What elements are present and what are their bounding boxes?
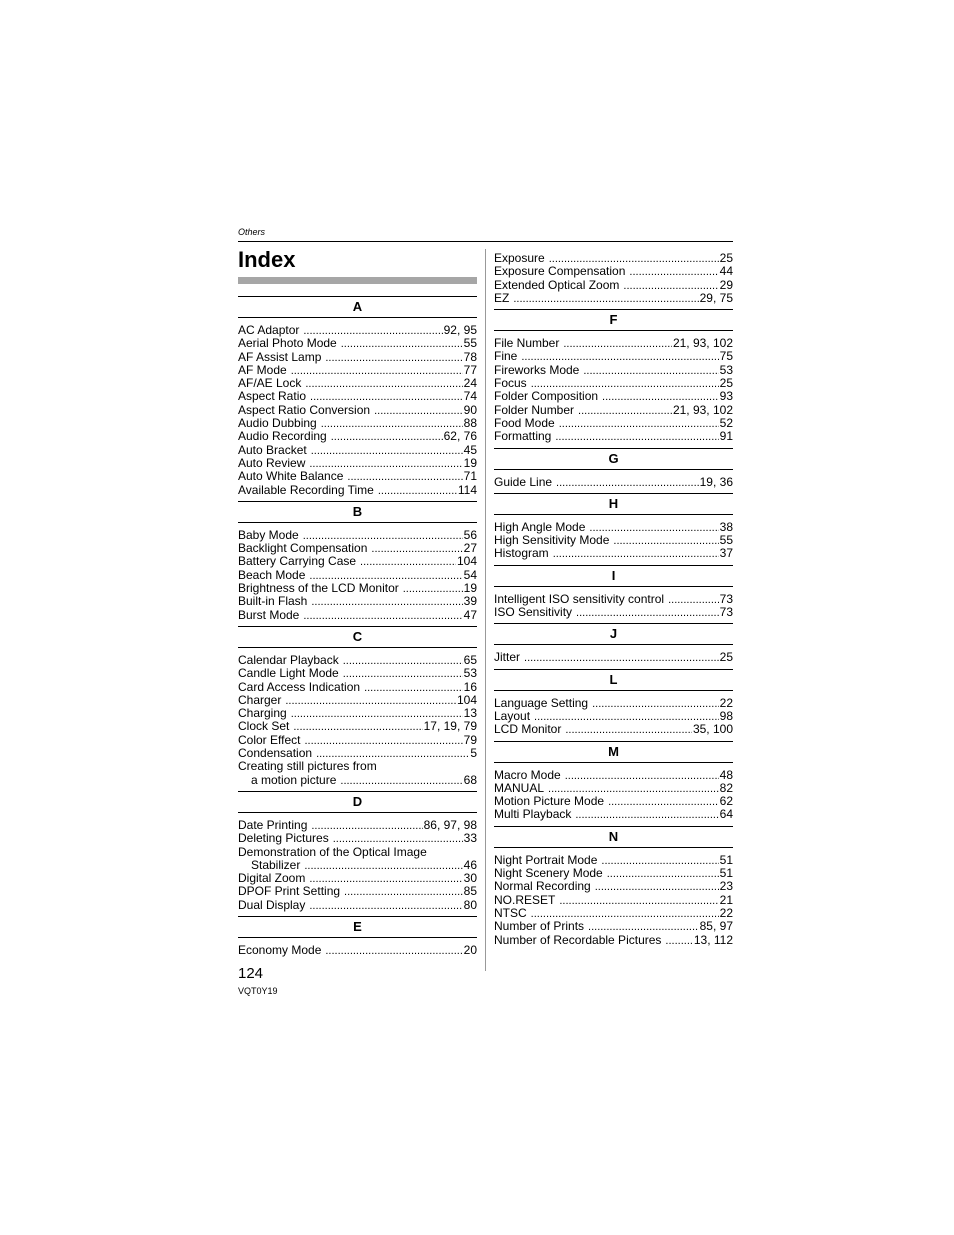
index-entry-pages: 82 [719, 780, 733, 795]
dot-leader [341, 338, 463, 351]
index-entry-term: Burst Mode [238, 607, 300, 622]
index-entry [238, 720, 477, 733]
index-entry-term: Macro Mode [494, 767, 561, 782]
index-entry [238, 747, 477, 760]
index-entry [238, 484, 477, 497]
dot-leader [291, 365, 463, 378]
index-entry-term: NO.RESET [494, 892, 556, 907]
dot-leader [578, 405, 672, 418]
index-entry [238, 364, 477, 377]
index-entry-pages: 65 [463, 652, 477, 667]
index-entry [494, 782, 733, 795]
index-entry-term: Exposure Compensation [494, 264, 626, 279]
index-entry-term: Number of Prints [494, 919, 585, 934]
index-entry-pages: 53 [719, 362, 733, 377]
index-letter-heading: N [494, 826, 733, 848]
index-entry [494, 795, 733, 808]
index-entry [238, 681, 477, 694]
index-entry-pages: 27 [463, 541, 477, 556]
index-letter-group [494, 854, 733, 947]
index-entry [238, 694, 477, 707]
index-letter-group [238, 944, 477, 957]
index-entry-pages: 37 [719, 546, 733, 561]
dot-leader [534, 711, 719, 724]
index-entry [238, 529, 477, 542]
index-entry-pages: 62, 76 [443, 429, 477, 444]
index-entry-pages: 86, 97, 98 [423, 817, 477, 832]
index-entry-term: Dual Display [238, 897, 306, 912]
dot-leader [403, 583, 463, 596]
index-entry-term: Number of Recordable Pictures [494, 932, 662, 947]
index-entry-pages: 79 [463, 732, 477, 747]
index-entry-term: Focus [494, 376, 527, 391]
index-left-column [238, 296, 477, 961]
dot-leader [668, 594, 719, 607]
dot-leader [665, 935, 692, 948]
index-entry-term: High Angle Mode [494, 519, 586, 534]
dot-leader [303, 610, 462, 623]
dot-leader [575, 809, 718, 822]
index-right-column [494, 252, 733, 951]
index-entry [494, 854, 733, 867]
dot-leader [374, 405, 463, 418]
index-entry-term: Normal Recording [494, 879, 591, 894]
index-entry-term: Deleting Pictures [238, 831, 329, 846]
index-letter-group [494, 521, 733, 561]
index-letter-heading: J [494, 623, 733, 645]
index-entry-pages: 38 [719, 519, 733, 534]
index-entry [238, 859, 477, 872]
index-entry-term: Folder Number [494, 402, 575, 417]
index-entry-pages: 23 [719, 879, 733, 894]
index-entry-pages: 39 [463, 594, 477, 609]
index-letter-group [494, 697, 733, 737]
index-entry-term: EZ [494, 290, 510, 305]
index-entry [238, 444, 477, 457]
dot-leader [629, 266, 718, 279]
index-entry-term: Language Setting [494, 695, 589, 710]
dot-leader [293, 721, 422, 734]
index-entry [238, 899, 477, 912]
index-letter-heading: C [238, 626, 477, 648]
index-entry-term: AF Assist Lamp [238, 349, 322, 364]
dot-leader [343, 668, 463, 681]
index-entry [238, 470, 477, 483]
index-entry-pages: 13, 112 [693, 932, 733, 947]
index-entry [238, 555, 477, 568]
index-letter-group [494, 337, 733, 443]
index-entry-pages: 30 [463, 871, 477, 886]
title-underline-bar [238, 277, 477, 284]
index-entry [494, 547, 733, 560]
index-entry [238, 457, 477, 470]
index-entry-term: Candle Light Mode [238, 666, 339, 681]
index-entry-pages: 85 [463, 884, 477, 899]
index-entry-pages: 77 [463, 362, 477, 377]
index-entry-term: Aspect Ratio Conversion [238, 402, 371, 417]
index-entry-pages: 68 [463, 772, 477, 787]
index-entry-term: Exposure [494, 251, 545, 265]
dot-leader [343, 655, 463, 668]
index-entry-term: Calendar Playback [238, 652, 339, 667]
index-entry-term: Creating still pictures from [238, 759, 377, 774]
index-entry-term: Histogram [494, 546, 549, 561]
dot-leader [553, 548, 719, 561]
index-entry-term: Battery Carrying Case [238, 554, 357, 569]
index-entry [494, 265, 733, 278]
index-entry-pages: 22 [719, 695, 733, 710]
index-entry [238, 430, 477, 443]
index-entry-pages: 71 [463, 469, 477, 484]
index-entry-pages: 5 [470, 746, 477, 761]
index-letter-heading: D [238, 791, 477, 813]
index-entry-pages: 29, 75 [699, 290, 733, 305]
index-entry [494, 769, 733, 782]
dot-leader [601, 855, 718, 868]
index-letter-group [238, 529, 477, 622]
index-entry-term: Audio Dubbing [238, 416, 317, 431]
index-entry-term: Card Access Indication [238, 679, 361, 694]
index-entry-pages: 21, 93, 102 [672, 336, 733, 351]
dot-leader [340, 775, 462, 788]
index-entry [494, 880, 733, 893]
index-entry-term: Jitter [494, 650, 521, 665]
index-entry-pages: 104 [456, 554, 477, 569]
dot-leader [305, 378, 462, 391]
dot-leader [304, 735, 462, 748]
index-entry-term: Audio Recording [238, 429, 327, 444]
index-entry-pages: 13 [463, 706, 477, 721]
dot-leader [607, 868, 719, 881]
index-entry-pages: 73 [719, 591, 733, 606]
index-entry [494, 723, 733, 736]
dot-leader [364, 682, 463, 695]
dot-leader [285, 695, 456, 708]
index-entry-term: AF Mode [238, 362, 287, 377]
index-entry-pages: 22 [719, 905, 733, 920]
index-entry-pages: 44 [719, 264, 733, 279]
index-entry [238, 609, 477, 622]
dot-leader [311, 445, 463, 458]
page-title: Index [238, 247, 296, 272]
dot-leader [563, 338, 672, 351]
index-entry-pages: 78 [463, 349, 477, 364]
index-letter-group [238, 819, 477, 912]
index-entry-term: Brightness of the LCD Monitor [238, 581, 399, 596]
index-entry-term: Extended Optical Zoom [494, 277, 620, 292]
index-continued-group [494, 252, 733, 305]
index-entry-term: Date Printing [238, 817, 308, 832]
index-entry-term: Auto Bracket [238, 442, 307, 457]
index-entry-term: Economy Mode [238, 942, 322, 957]
index-entry [494, 279, 733, 292]
index-entry [494, 390, 733, 403]
index-letter-group [238, 654, 477, 787]
dot-leader [555, 431, 718, 444]
index-entry-pages: 85, 97 [699, 919, 733, 934]
index-entry [238, 707, 477, 720]
index-entry [238, 944, 477, 957]
index-entry-pages: 25 [719, 376, 733, 391]
index-entry [494, 894, 733, 907]
index-entry-pages: 55 [719, 533, 733, 548]
index-entry-pages: 47 [463, 607, 477, 622]
index-entry-pages: 80 [463, 897, 477, 912]
index-entry-term: Night Portrait Mode [494, 852, 598, 867]
index-entry-pages: 54 [463, 567, 477, 582]
dot-leader [371, 543, 462, 556]
index-entry-pages: 62 [719, 794, 733, 809]
index-letter-heading: L [494, 669, 733, 691]
index-entry-pages: 91 [719, 429, 733, 444]
index-entry-pages: 19, 36 [699, 474, 733, 489]
dot-leader [344, 886, 463, 899]
index-entry-term: Intelligent ISO sensitivity control [494, 591, 665, 606]
index-entry-term: Auto Review [238, 455, 306, 470]
index-entry [238, 351, 477, 364]
index-entry [494, 651, 733, 664]
index-entry [494, 377, 733, 390]
index-entry [238, 654, 477, 667]
dot-leader [304, 860, 462, 873]
index-entry [238, 667, 477, 680]
index-entry-pages: 73 [719, 605, 733, 620]
index-entry [494, 697, 733, 710]
dot-leader [592, 698, 719, 711]
dot-leader [559, 895, 718, 908]
index-entry-term: Multi Playback [494, 807, 572, 822]
index-entry-pages: 90 [463, 402, 477, 417]
index-entry-pages: 51 [719, 852, 733, 867]
index-entry [494, 920, 733, 933]
index-entry-term: Formatting [494, 429, 552, 444]
index-entry-pages: 25 [719, 650, 733, 665]
section-label: Others [238, 227, 266, 237]
index-entry-term: Built-in Flash [238, 594, 308, 609]
dot-leader [309, 900, 462, 913]
index-entry [238, 542, 477, 555]
dot-leader [556, 477, 699, 490]
index-entry-term: Stabilizer [251, 857, 301, 872]
index-entry-pages: 35, 100 [692, 722, 733, 737]
index-entry [494, 907, 733, 920]
page-number: 124 [238, 965, 264, 982]
index-letter-group [494, 651, 733, 664]
index-entry-term: Digital Zoom [238, 871, 306, 886]
index-entry [494, 364, 733, 377]
index-entry-pages: 74 [463, 389, 477, 404]
index-entry-term: AC Adaptor [238, 323, 300, 337]
index-entry [494, 867, 733, 880]
index-entry [238, 324, 477, 337]
index-entry [238, 595, 477, 608]
index-entry-pages: 45 [463, 442, 477, 457]
index-entry-pages: 21, 93, 102 [672, 402, 733, 417]
index-entry [238, 760, 477, 773]
index-entry [494, 292, 733, 305]
dot-leader [325, 945, 462, 958]
index-entry-pages: 64 [719, 807, 733, 822]
index-entry [494, 417, 733, 430]
index-entry-term: Color Effect [238, 732, 301, 747]
index-entry-term: Demonstration of the Optical Image [238, 844, 427, 859]
index-entry-term: Charger [238, 692, 282, 707]
index-entry-pages: 24 [463, 376, 477, 391]
index-entry-term: Aerial Photo Mode [238, 336, 337, 351]
index-entry-term: AF/AE Lock [238, 376, 302, 391]
index-entry-pages: 19 [463, 455, 477, 470]
header-rule [238, 241, 733, 242]
dot-leader [613, 535, 718, 548]
index-entry-term: Fireworks Mode [494, 362, 580, 377]
index-entry-pages: 20 [463, 942, 477, 957]
index-entry-term: Motion Picture Mode [494, 794, 605, 809]
index-entry [238, 390, 477, 403]
index-entry-term: Guide Line [494, 474, 553, 489]
index-entry [494, 430, 733, 443]
index-entry-pages: 33 [463, 831, 477, 846]
index-entry-term: Folder Composition [494, 389, 599, 404]
index-entry [494, 934, 733, 947]
dot-leader [513, 293, 698, 306]
dot-leader [583, 365, 718, 378]
index-entry-pages: 51 [719, 866, 733, 881]
index-entry [238, 885, 477, 898]
index-entry-pages: 52 [719, 415, 733, 430]
index-letter-group [494, 593, 733, 620]
index-entry [238, 734, 477, 747]
index-entry [494, 534, 733, 547]
index-entry-term: Layout [494, 708, 531, 723]
index-entry [238, 377, 477, 390]
dot-leader [360, 556, 456, 569]
index-entry [494, 808, 733, 821]
document-code: VQT0Y19 [238, 986, 278, 996]
index-entry-pages: 104 [456, 692, 477, 707]
dot-leader [321, 418, 463, 431]
dot-leader [608, 796, 719, 809]
index-entry [494, 252, 733, 265]
index-entry-pages: 93 [719, 389, 733, 404]
index-entry [494, 710, 733, 723]
index-entry-pages: 21 [719, 892, 733, 907]
index-entry-term: MANUAL [494, 780, 545, 795]
index-entry-pages: 55 [463, 336, 477, 351]
dot-leader [565, 770, 719, 783]
index-entry [238, 337, 477, 350]
index-entry-term: a motion picture [251, 772, 337, 787]
index-entry [238, 417, 477, 430]
dot-leader [524, 652, 719, 665]
index-entry-pages: 56 [463, 527, 477, 542]
index-entry-pages: 16 [463, 679, 477, 694]
index-letter-group [494, 769, 733, 822]
index-entry-pages: 17, 19, 79 [423, 719, 477, 734]
dot-leader [559, 418, 719, 431]
index-entry-term: ISO Sensitivity [494, 605, 573, 620]
index-entry-term: Backlight Compensation [238, 541, 368, 556]
index-entry [238, 846, 477, 859]
index-entry [238, 582, 477, 595]
index-entry-pages: 98 [719, 708, 733, 723]
index-entry-term: Clock Set [238, 719, 290, 734]
index-entry-pages: 114 [457, 482, 477, 497]
dot-leader [576, 607, 719, 620]
index-entry-pages: 75 [719, 349, 733, 364]
index-entry-pages: 46 [463, 857, 477, 872]
index-entry-term: Aspect Ratio [238, 389, 307, 404]
index-entry-pages: 92, 95 [443, 323, 477, 337]
index-entry-term: Fine [494, 349, 518, 364]
dot-leader [378, 485, 457, 498]
index-entry-term: Available Recording Time [238, 482, 374, 497]
index-entry-term: DPOF Print Setting [238, 884, 341, 899]
index-letter-heading: I [494, 565, 733, 587]
index-entry-term: Food Mode [494, 415, 555, 430]
index-entry [238, 569, 477, 582]
index-entry-term: Beach Mode [238, 567, 306, 582]
index-entry [238, 774, 477, 787]
index-entry [238, 832, 477, 845]
index-entry-pages: 29 [719, 277, 733, 292]
index-entry-pages: 53 [463, 666, 477, 681]
index-entry-term: Condensation [238, 746, 313, 761]
index-letter-group [238, 324, 477, 497]
column-divider [485, 249, 486, 971]
index-letter-heading: E [238, 916, 477, 938]
index-letter-heading: B [238, 501, 477, 523]
dot-leader [311, 596, 462, 609]
dot-leader [325, 352, 462, 365]
index-entry-term: High Sensitivity Mode [494, 533, 610, 548]
index-entry [494, 404, 733, 417]
index-letter-heading: M [494, 741, 733, 763]
index-entry [238, 872, 477, 885]
index-letter-heading: H [494, 493, 733, 515]
index-entry [238, 819, 477, 832]
index-entry-term: Auto White Balance [238, 469, 344, 484]
index-entry-pages: 48 [719, 767, 733, 782]
index-entry [494, 337, 733, 350]
index-entry-term: Baby Mode [238, 527, 299, 542]
index-entry-term: File Number [494, 336, 560, 351]
index-entry [494, 350, 733, 363]
dot-leader [565, 724, 692, 737]
index-entry-pages: 25 [719, 251, 733, 265]
index-letter-group [494, 476, 733, 489]
index-entry [494, 606, 733, 619]
index-entry-term: Night Scenery Mode [494, 866, 603, 881]
index-entry [494, 593, 733, 606]
dot-leader [331, 431, 443, 444]
index-entry-term: NTSC [494, 905, 527, 920]
index-entry [494, 476, 733, 489]
index-entry [494, 521, 733, 534]
index-entry-term: LCD Monitor [494, 722, 562, 737]
index-letter-heading: F [494, 309, 733, 331]
index-entry-term: Charging [238, 706, 287, 721]
index-entry [238, 404, 477, 417]
dot-leader [595, 881, 719, 894]
index-letter-heading: A [238, 296, 477, 318]
index-letter-heading: G [494, 448, 733, 470]
index-entry-pages: 88 [463, 416, 477, 431]
index-entry-pages: 19 [463, 581, 477, 596]
